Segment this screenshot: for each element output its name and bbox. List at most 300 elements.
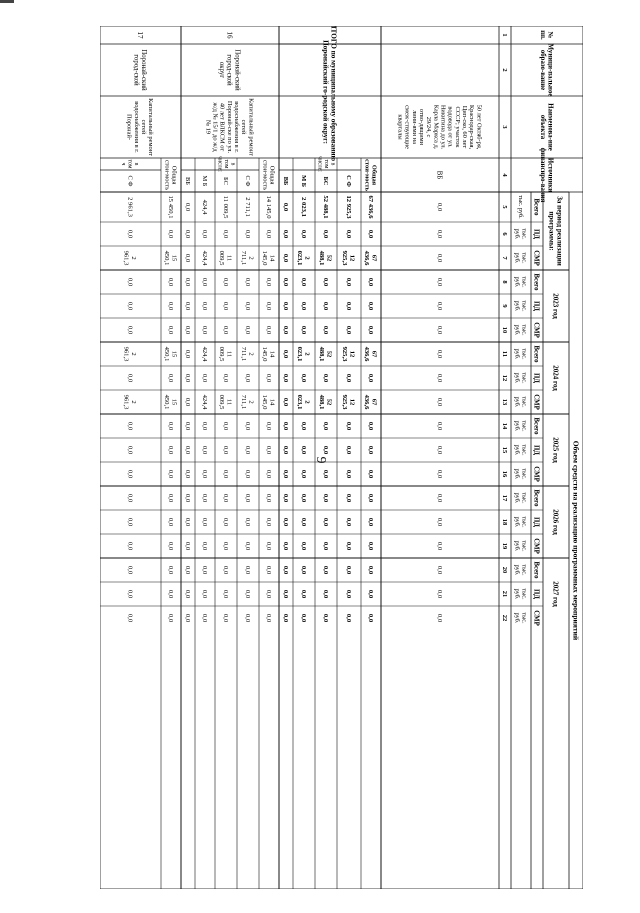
value-cell: 0,0 bbox=[200, 373, 208, 383]
value-cell: 0,0 bbox=[435, 613, 443, 623]
value-cell: 12925,3 bbox=[341, 394, 356, 410]
value-cell: 0,0 bbox=[435, 445, 443, 455]
value-cell: 0,0 bbox=[299, 277, 307, 287]
value-cell: 0,0 bbox=[264, 325, 272, 335]
value-cell: 0,0 bbox=[321, 493, 329, 503]
unit-header: тыс.руб. bbox=[513, 252, 528, 264]
value-cell: 0,0 bbox=[281, 493, 289, 503]
value-cell: 0,0 bbox=[126, 493, 134, 503]
municipality: Поронай-скийгород-ской bbox=[132, 49, 147, 91]
value-cell: 0,0 bbox=[126, 325, 134, 335]
total-label: ИТОГО по муниципальному образованиюПоронайский го-родской округ: bbox=[321, 26, 338, 162]
value-cell: 424,4 bbox=[200, 250, 208, 266]
value-cell: 15450,1 bbox=[163, 250, 178, 266]
value-cell: 0,0 bbox=[166, 565, 174, 575]
value-cell: 0,0 bbox=[366, 229, 374, 239]
value-cell: 0,0 bbox=[166, 277, 174, 287]
value-cell: 0,0 bbox=[344, 613, 352, 623]
value-cell: 0,0 bbox=[243, 469, 251, 479]
value-cell: 0,0 bbox=[221, 517, 229, 527]
source-label: С Ф bbox=[126, 175, 134, 187]
column-number: 13 bbox=[500, 398, 508, 406]
value-cell: 67436,6 bbox=[363, 394, 378, 410]
value-cell: 0,0 bbox=[366, 325, 374, 335]
value-cell: 11 009,5 bbox=[221, 195, 229, 219]
value-cell: 0,0 bbox=[299, 469, 307, 479]
value-cell: 0,0 bbox=[243, 541, 251, 551]
value-cell: 2961,3 bbox=[122, 346, 137, 362]
value-cell: 2961,3 bbox=[122, 250, 137, 266]
value-cell: 0,0 bbox=[281, 325, 289, 335]
value-cell: 0,0 bbox=[126, 589, 134, 599]
value-cell: 0,0 bbox=[299, 541, 307, 551]
column-number: 12 bbox=[500, 374, 508, 382]
value-cell: 0,0 bbox=[264, 373, 272, 383]
value-cell: 0,0 bbox=[166, 325, 174, 335]
value-cell: 14145,0 bbox=[261, 394, 276, 410]
value-cell: 0,0 bbox=[183, 589, 191, 599]
value-cell: 0,0 bbox=[264, 493, 272, 503]
value-cell: 0,0 bbox=[321, 541, 329, 551]
value-cell: 0,0 bbox=[281, 373, 289, 383]
value-cell: 0,0 bbox=[126, 445, 134, 455]
value-cell: 0,0 bbox=[221, 613, 229, 623]
value-cell: 12925,3 bbox=[341, 346, 356, 362]
value-cell: 0,0 bbox=[366, 277, 374, 287]
value-cell: 0,0 bbox=[299, 589, 307, 599]
value-cell: 0,0 bbox=[435, 589, 443, 599]
unit-header: тыс.руб. bbox=[513, 564, 528, 576]
value-cell: 0,0 bbox=[281, 421, 289, 431]
value-cell: 0,0 bbox=[281, 229, 289, 239]
value-cell: 0,0 bbox=[183, 325, 191, 335]
value-cell: 0,0 bbox=[126, 301, 134, 311]
unit-header: тыс.руб. bbox=[513, 540, 528, 552]
subcol-header: СМР bbox=[532, 250, 540, 266]
value-cell: 0,0 bbox=[166, 373, 174, 383]
column-number: 21 bbox=[500, 590, 508, 598]
scan-corner-mark bbox=[0, 0, 14, 3]
column-number: 10 bbox=[500, 326, 508, 334]
value-cell: 2 961,3 bbox=[126, 197, 134, 217]
funding-table-page bbox=[100, 26, 583, 889]
value-cell: 0,0 bbox=[281, 397, 289, 407]
column-number: 4 bbox=[500, 173, 508, 177]
value-cell: 0,0 bbox=[281, 589, 289, 599]
value-cell: 0,0 bbox=[200, 229, 208, 239]
value-cell: 0,0 bbox=[321, 325, 329, 335]
source-label: С Ф bbox=[243, 175, 251, 187]
year-header: 2023 год bbox=[551, 293, 560, 319]
value-cell: 0,0 bbox=[366, 421, 374, 431]
value-cell: 0,0 bbox=[344, 541, 352, 551]
value-cell: 0,0 bbox=[126, 541, 134, 551]
value-cell: 0,0 bbox=[299, 325, 307, 335]
value-cell: 0,0 bbox=[126, 421, 134, 431]
value-cell: 0,0 bbox=[435, 229, 443, 239]
value-cell: 0,0 bbox=[321, 301, 329, 311]
year-header: 2027 год bbox=[551, 581, 560, 607]
value-cell: 0,0 bbox=[435, 325, 443, 335]
value-cell: 0,0 bbox=[200, 277, 208, 287]
value-cell: 0,0 bbox=[221, 301, 229, 311]
value-cell: 15450,1 bbox=[163, 346, 178, 362]
value-cell: 0,0 bbox=[166, 613, 174, 623]
in-total-label: втомчисле: bbox=[216, 156, 236, 172]
value-cell: 0,0 bbox=[221, 325, 229, 335]
value-cell: 0,0 bbox=[183, 421, 191, 431]
row-number: 16 bbox=[225, 31, 234, 39]
column-header: Источникифинансиро-вания bbox=[538, 147, 554, 203]
value-cell: 0,0 bbox=[299, 373, 307, 383]
value-cell: 14145,0 bbox=[261, 346, 276, 362]
column-number: 22 bbox=[500, 614, 508, 622]
value-cell: 14 145,0 bbox=[264, 195, 272, 219]
value-cell: 0,0 bbox=[166, 445, 174, 455]
value-cell: 0,0 bbox=[243, 325, 251, 335]
value-cell: 0,0 bbox=[200, 541, 208, 551]
value-cell: 0,0 bbox=[281, 202, 289, 212]
column-number: 17 bbox=[500, 494, 508, 502]
value-cell: 0,0 bbox=[200, 301, 208, 311]
value-cell: 0,0 bbox=[435, 493, 443, 503]
value-cell: 2023,1 bbox=[296, 346, 311, 362]
value-cell: 0,0 bbox=[366, 469, 374, 479]
column-header: Наименова-ниеобъекта bbox=[538, 103, 554, 151]
column-number: 14 bbox=[500, 422, 508, 430]
value-cell: 0,0 bbox=[264, 229, 272, 239]
source-label: ВБ bbox=[281, 176, 289, 186]
municipality: Поронай-скийгород-скойокруг bbox=[218, 49, 241, 91]
value-cell: 0,0 bbox=[435, 253, 443, 263]
value-cell: 0,0 bbox=[344, 373, 352, 383]
value-cell: 0,0 bbox=[243, 301, 251, 311]
value-cell: 2961,3 bbox=[122, 394, 137, 410]
value-cell: 0,0 bbox=[281, 565, 289, 575]
subcol-header: Всего bbox=[532, 273, 540, 291]
value-cell: 0,0 bbox=[183, 277, 191, 287]
value-cell: 0,0 bbox=[221, 565, 229, 575]
column-number: 6 bbox=[500, 232, 508, 236]
value-cell: 0,0 bbox=[183, 253, 191, 263]
value-cell: 0,0 bbox=[344, 493, 352, 503]
value-cell: 0,0 bbox=[366, 301, 374, 311]
in-total-label: втомч bbox=[120, 159, 140, 169]
object-name: 50 лет Октяб-ря,Краснодар-ская,Цип-ско, 60 летСССР; участокводовода от ул.Никитина до ул.Карла Маркса д.29/24, сотво-дящимилини-ями насмеж-ствующиекварталы bbox=[396, 104, 483, 150]
value-cell: 0,0 bbox=[221, 541, 229, 551]
subcol-header: Всего bbox=[532, 417, 540, 435]
value-cell: 0,0 bbox=[166, 229, 174, 239]
value-cell: 0,0 bbox=[183, 541, 191, 551]
value-cell: 0,0 bbox=[435, 421, 443, 431]
subcol-header: Всего bbox=[532, 345, 540, 363]
value-cell: 0,0 bbox=[435, 397, 443, 407]
unit-header: тыс.руб. bbox=[513, 300, 528, 312]
value-cell: 0,0 bbox=[344, 325, 352, 335]
value-cell: 0,0 bbox=[366, 493, 374, 503]
value-cell: 0,0 bbox=[183, 301, 191, 311]
value-cell: 424,4 bbox=[200, 394, 208, 410]
unit-header: тыс.руб. bbox=[513, 468, 528, 480]
value-cell: 0,0 bbox=[200, 421, 208, 431]
value-cell: 0,0 bbox=[366, 445, 374, 455]
value-cell: 52488,1 bbox=[318, 394, 333, 410]
unit-header: тыс.руб. bbox=[513, 348, 528, 360]
value-cell: 0,0 bbox=[183, 565, 191, 575]
value-cell: 0,0 bbox=[321, 421, 329, 431]
value-cell: 11009,5 bbox=[218, 250, 233, 266]
value-cell: 0,0 bbox=[299, 301, 307, 311]
period-header: За период реализациипрограммы: bbox=[547, 196, 564, 266]
unit-header: тыс.руб. bbox=[513, 444, 528, 456]
subcol-header: СМР bbox=[532, 466, 540, 482]
subcol-header: Всего bbox=[532, 561, 540, 579]
value-cell: 0,0 bbox=[321, 517, 329, 527]
value-cell: 0,0 bbox=[183, 613, 191, 623]
value-cell: 0,0 bbox=[321, 277, 329, 287]
column-number: 7 bbox=[500, 256, 508, 260]
value-cell: 0,0 bbox=[299, 565, 307, 575]
value-cell: 0,0 bbox=[321, 565, 329, 575]
value-cell: 0,0 bbox=[366, 565, 374, 575]
subcol-header: СМР bbox=[532, 322, 540, 338]
source-label: М Б bbox=[299, 175, 307, 187]
source-label: Общаястои-мость bbox=[163, 159, 178, 191]
value-cell: 0,0 bbox=[166, 541, 174, 551]
unit-header: тыс.руб. bbox=[513, 396, 528, 408]
source-label: БС bbox=[221, 177, 229, 185]
unit-header: тыс.руб. bbox=[513, 516, 528, 528]
value-cell: 0,0 bbox=[366, 613, 374, 623]
value-cell: 0,0 bbox=[243, 229, 251, 239]
value-cell: 0,0 bbox=[299, 493, 307, 503]
value-cell: 0,0 bbox=[299, 421, 307, 431]
value-cell: 0,0 bbox=[183, 517, 191, 527]
year-header: 2024 год bbox=[551, 365, 560, 391]
value-cell: 0,0 bbox=[321, 613, 329, 623]
value-cell: 0,0 bbox=[183, 229, 191, 239]
funding-header: Объем средств на реализацию программных мероприятий bbox=[571, 440, 581, 641]
value-cell: 0,0 bbox=[321, 445, 329, 455]
value-cell: 0,0 bbox=[243, 589, 251, 599]
value-cell: 15 450,1 bbox=[166, 195, 174, 219]
value-cell: 0,0 bbox=[166, 421, 174, 431]
value-cell: 0,0 bbox=[166, 493, 174, 503]
value-cell: 0,0 bbox=[166, 589, 174, 599]
subcol-header: ПД bbox=[532, 301, 540, 311]
value-cell: 0,0 bbox=[221, 469, 229, 479]
value-cell: 0,0 bbox=[435, 349, 443, 359]
unit-header: тыс.руб. bbox=[513, 492, 528, 504]
value-cell: 0,0 bbox=[243, 493, 251, 503]
value-cell: 0,0 bbox=[243, 565, 251, 575]
value-cell: 11009,5 bbox=[218, 394, 233, 410]
value-cell: 0,0 bbox=[126, 277, 134, 287]
value-cell: 0,0 bbox=[200, 493, 208, 503]
value-cell: 67 436,6 bbox=[366, 195, 374, 219]
value-cell: 0,0 bbox=[126, 373, 134, 383]
subcol-header: Всего bbox=[532, 198, 540, 216]
value-cell: 0,0 bbox=[183, 445, 191, 455]
subcol-header: СМР bbox=[532, 538, 540, 554]
column-number: 5 bbox=[500, 205, 508, 209]
value-cell: 0,0 bbox=[281, 253, 289, 263]
value-cell: 0,0 bbox=[435, 373, 443, 383]
value-cell: 0,0 bbox=[264, 301, 272, 311]
value-cell: 0,0 bbox=[435, 469, 443, 479]
value-cell: 2 023,1 bbox=[299, 197, 307, 217]
value-cell: 0,0 bbox=[126, 565, 134, 575]
value-cell: 0,0 bbox=[221, 589, 229, 599]
column-number: 18 bbox=[500, 518, 508, 526]
value-cell: 0,0 bbox=[264, 613, 272, 623]
value-cell: 0,0 bbox=[200, 589, 208, 599]
value-cell: 0,0 bbox=[166, 517, 174, 527]
value-cell: 0,0 bbox=[200, 325, 208, 335]
value-cell: 0,0 bbox=[435, 301, 443, 311]
value-cell: 0,0 bbox=[200, 613, 208, 623]
value-cell: 67436,6 bbox=[363, 346, 378, 362]
column-number: 16 bbox=[500, 470, 508, 478]
value-cell: 0,0 bbox=[281, 445, 289, 455]
unit-header: тыс.руб. bbox=[513, 420, 528, 432]
column-header: №пп. bbox=[538, 30, 554, 40]
column-number: 2 bbox=[500, 68, 508, 72]
value-cell: 0,0 bbox=[221, 421, 229, 431]
year-header: 2026 год bbox=[551, 509, 560, 535]
value-cell: 0,0 bbox=[435, 541, 443, 551]
source-label: БС bbox=[321, 176, 329, 186]
value-cell: 0,0 bbox=[126, 469, 134, 479]
value-cell: 0,0 bbox=[221, 493, 229, 503]
value-cell: 0,0 bbox=[126, 229, 134, 239]
subcol-header: ПД bbox=[532, 373, 540, 383]
value-cell: 0,0 bbox=[344, 277, 352, 287]
column-number: 9 bbox=[500, 304, 508, 308]
value-cell: 14145,0 bbox=[261, 250, 276, 266]
column-number: 19 bbox=[500, 542, 508, 550]
value-cell: 0,0 bbox=[344, 421, 352, 431]
value-cell: 0,0 bbox=[299, 517, 307, 527]
value-cell: 52 488,1 bbox=[321, 195, 329, 219]
row-number: 17 bbox=[136, 31, 145, 39]
subcol-header: ПД bbox=[532, 445, 540, 455]
value-cell: 0,0 bbox=[281, 349, 289, 359]
value-cell: 0,0 bbox=[243, 613, 251, 623]
value-cell: 0,0 bbox=[264, 277, 272, 287]
value-cell: 67436,6 bbox=[363, 250, 378, 266]
value-cell: 0,0 bbox=[281, 301, 289, 311]
value-cell: 0,0 bbox=[243, 373, 251, 383]
unit-header: тыс.руб. bbox=[513, 612, 528, 624]
source-label: ВБ bbox=[435, 170, 443, 180]
value-cell: 52488,1 bbox=[318, 346, 333, 362]
value-cell: 0,0 bbox=[183, 493, 191, 503]
subcol-header: ПД bbox=[532, 589, 540, 599]
page-number: 9 bbox=[313, 456, 328, 464]
value-cell: 0,0 bbox=[344, 469, 352, 479]
value-cell: 0,0 bbox=[183, 202, 191, 212]
value-cell: 0,0 bbox=[264, 469, 272, 479]
value-cell: 0,0 bbox=[321, 469, 329, 479]
value-cell: 0,0 bbox=[281, 517, 289, 527]
value-cell: 0,0 bbox=[183, 397, 191, 407]
in-total-label: втомчисле: bbox=[316, 156, 336, 172]
value-cell: 0,0 bbox=[243, 445, 251, 455]
column-number: 20 bbox=[500, 566, 508, 574]
value-cell: 0,0 bbox=[264, 517, 272, 527]
value-cell: 0,0 bbox=[183, 469, 191, 479]
unit-header: тыс. руб. bbox=[516, 195, 524, 219]
value-cell: 0,0 bbox=[344, 301, 352, 311]
unit-header: тыс.руб. bbox=[513, 324, 528, 336]
value-cell: 0,0 bbox=[435, 565, 443, 575]
object-name: Капитальный ремонтсетейводоснабжения в г.Поронай- bbox=[125, 98, 155, 156]
value-cell: 0,0 bbox=[221, 229, 229, 239]
value-cell: 0,0 bbox=[264, 589, 272, 599]
value-cell: 0,0 bbox=[321, 229, 329, 239]
source-label: С Ф bbox=[344, 175, 352, 187]
value-cell: 0,0 bbox=[200, 445, 208, 455]
value-cell: 2711,1 bbox=[240, 346, 255, 362]
subcol-header: Всего bbox=[532, 489, 540, 507]
value-cell: 0,0 bbox=[366, 373, 374, 383]
value-cell: 0,0 bbox=[366, 541, 374, 551]
value-cell: 0,0 bbox=[243, 421, 251, 431]
value-cell: 0,0 bbox=[299, 229, 307, 239]
value-cell: 0,0 bbox=[200, 517, 208, 527]
value-cell: 11009,5 bbox=[218, 346, 233, 362]
subcol-header: ПД bbox=[532, 229, 540, 239]
value-cell: 0,0 bbox=[344, 565, 352, 575]
value-cell: 12925,3 bbox=[341, 250, 356, 266]
value-cell: 0,0 bbox=[264, 421, 272, 431]
column-number: 8 bbox=[500, 280, 508, 284]
value-cell: 0,0 bbox=[166, 301, 174, 311]
subcol-header: СМР bbox=[532, 610, 540, 626]
value-cell: 0,0 bbox=[299, 445, 307, 455]
value-cell: 0,0 bbox=[221, 373, 229, 383]
value-cell: 0,0 bbox=[243, 277, 251, 287]
value-cell: 0,0 bbox=[435, 277, 443, 287]
source-label: М Б bbox=[200, 175, 208, 187]
value-cell: 0,0 bbox=[366, 589, 374, 599]
value-cell: 424,4 bbox=[200, 346, 208, 362]
value-cell: 0,0 bbox=[366, 517, 374, 527]
value-cell: 0,0 bbox=[344, 589, 352, 599]
unit-header: тыс.руб. bbox=[513, 588, 528, 600]
value-cell: 0,0 bbox=[126, 517, 134, 527]
value-cell: 2711,1 bbox=[240, 250, 255, 266]
unit-header: тыс.руб. bbox=[513, 372, 528, 384]
value-cell: 424,4 bbox=[200, 199, 208, 215]
value-cell: 0,0 bbox=[126, 613, 134, 623]
subcol-header: ПД bbox=[532, 517, 540, 527]
value-cell: 0,0 bbox=[321, 589, 329, 599]
source-label: Общаястои-мость bbox=[261, 159, 276, 191]
value-cell: 0,0 bbox=[281, 613, 289, 623]
value-cell: 0,0 bbox=[344, 229, 352, 239]
value-cell: 0,0 bbox=[200, 469, 208, 479]
value-cell: 0,0 bbox=[344, 445, 352, 455]
value-cell: 0,0 bbox=[264, 565, 272, 575]
object-name: Капитальный ремонтсетейводоснабжения в г.Поронай-ске по ул.40 лет ВЛКСМ отж/д № 15/1 до ж/д№ 19 bbox=[204, 98, 255, 156]
value-cell: 0,0 bbox=[221, 277, 229, 287]
value-cell: 0,0 bbox=[435, 517, 443, 527]
value-cell: 0,0 bbox=[183, 373, 191, 383]
table-border bbox=[100, 26, 583, 889]
year-header: 2025 год bbox=[551, 437, 560, 463]
